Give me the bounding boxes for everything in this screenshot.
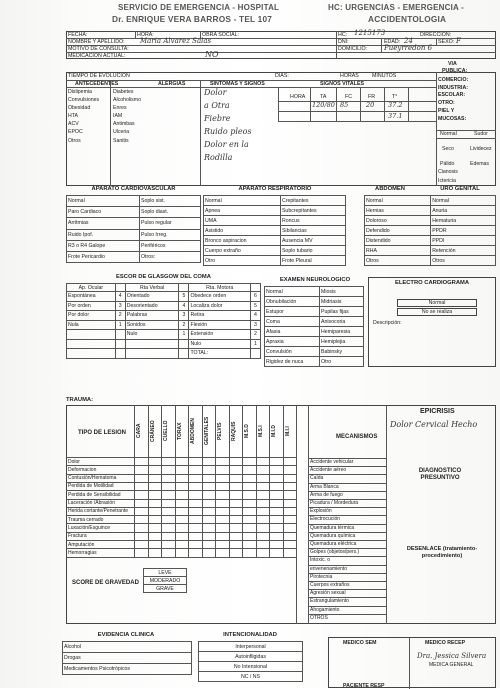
- ant-item[interactable]: Convulsiones: [68, 97, 100, 104]
- int-autoinfligidas[interactable]: Autoinfligidas: [199, 652, 303, 662]
- vital-ta: TA: [320, 94, 327, 100]
- glasgow-table: [66, 283, 261, 359]
- ant-item[interactable]: Dislipemia: [68, 89, 92, 95]
- trauma-row-label[interactable]: Fractura: [68, 533, 87, 540]
- glasgow-cell[interactable]: Espontánea: [67, 292, 116, 302]
- mecanismo-item[interactable]: Golpes (objetos/pers.): [310, 549, 360, 556]
- glasgow-header: [115, 284, 125, 292]
- trauma-row-label[interactable]: Herida cortante/Penetrante: [68, 508, 129, 515]
- neuro-left-item[interactable]: Estupor: [265, 307, 320, 317]
- ecg-box: [368, 277, 496, 367]
- glasgow-cell[interactable]: Orientado: [125, 292, 179, 302]
- glasgow-cell[interactable]: Nulo: [189, 339, 251, 349]
- abdomen-left-item[interactable]: Otros: [365, 256, 431, 266]
- ev-alcohol[interactable]: Alcohol: [63, 642, 192, 653]
- mecanismo-item[interactable]: Ahogamiento: [310, 606, 340, 613]
- neuro-left-item[interactable]: Obnubilación: [265, 297, 320, 307]
- mecanismo-item[interactable]: Arma Blanca: [310, 483, 339, 490]
- ev-drogas[interactable]: Drogas: [63, 653, 192, 664]
- hc-label: HC:: [338, 32, 348, 38]
- firma-medico[interactable]: Dra. Jessica Silvera: [417, 652, 487, 660]
- neuro-left-item[interactable]: Normal: [265, 287, 320, 297]
- ant-item[interactable]: ACV: [68, 121, 79, 128]
- glasgow-cell[interactable]: 2: [251, 330, 261, 340]
- abdomen-table: [364, 195, 496, 266]
- mecanismo-item[interactable]: Quemadura térmica: [310, 524, 355, 531]
- cardio-right-item[interactable]: Otros:: [140, 251, 201, 262]
- medico-recep-label: MEDICO RECEP: [425, 640, 466, 646]
- sintoma-line: Dolor en la: [204, 140, 249, 149]
- ecg-normal[interactable]: Normal: [397, 299, 477, 307]
- piel-edemas[interactable]: Edemas: [470, 161, 490, 167]
- minutos-label: MINUTOS: [372, 73, 397, 79]
- medico-sem-label: MEDICO SEM: [343, 640, 377, 646]
- vital-fc-1[interactable]: 85: [340, 101, 349, 109]
- neuro-right-item[interactable]: Pupilas fijas: [320, 307, 364, 317]
- trauma-col-header: CRÁNEO: [149, 420, 156, 442]
- glasgow-cell[interactable]: 4: [251, 311, 261, 321]
- alergia-item[interactable]: Antimbas: [113, 121, 135, 128]
- abdomen-right-item[interactable]: Normal: [431, 196, 496, 206]
- desenlace-title: DESENLACE (tratamiento-procedimiento): [406, 546, 478, 559]
- resp-table: [203, 195, 346, 266]
- glasgow-header: [251, 284, 261, 292]
- cardio-left-item[interactable]: R3 o R4 Galope: [67, 240, 140, 251]
- paciente-label: PACIENTE RESP: [343, 683, 385, 689]
- trauma-title: TRAUMA:: [66, 397, 94, 403]
- trauma-row-label[interactable]: Dolor: [68, 458, 80, 465]
- firmas-box: [328, 637, 496, 688]
- trauma-row-label[interactable]: Hemorragias: [68, 549, 97, 556]
- resp-left-item[interactable]: Apnea: [204, 206, 281, 216]
- abdomen-left-item[interactable]: RHA: [365, 246, 431, 256]
- abdomen-left-item[interactable]: Defendido: [365, 226, 431, 236]
- vital-t: T°: [392, 94, 398, 100]
- glasgow-cell[interactable]: [179, 339, 189, 349]
- horas-label: HORAS: [340, 73, 359, 79]
- abdomen-right-item[interactable]: PPDI: [431, 236, 496, 246]
- trauma-col-header: PELVIS: [217, 422, 223, 440]
- hc-subtitle: ACCIDENTOLOGIA: [368, 14, 447, 24]
- piel-seco[interactable]: Seco: [442, 146, 454, 152]
- trauma-col-header: M.S.D: [244, 424, 250, 438]
- mecanismo-item[interactable]: Quemadura eléctrica: [310, 541, 357, 547]
- cardio-right-item[interactable]: Pulso Irreg.: [140, 229, 201, 240]
- resp-right-item[interactable]: Roncus: [280, 216, 345, 226]
- glasgow-cell[interactable]: Por dolor: [67, 311, 116, 321]
- mecanismo-item[interactable]: envenenamiento: [310, 565, 347, 572]
- piel-ictericia[interactable]: Ictericia: [438, 178, 456, 184]
- mecanismo-item[interactable]: Agresión sexual: [310, 590, 346, 597]
- sintoma-line: Dolor: [204, 88, 227, 97]
- resp-left-item[interactable]: Asistido: [204, 226, 281, 236]
- mecanismos-title: MECANISMOS: [336, 434, 378, 440]
- mecanismo-item[interactable]: Intoxic. o: [310, 557, 331, 564]
- glasgow-cell[interactable]: 1: [115, 320, 125, 330]
- mecanismo-item[interactable]: Accidente vehicular: [310, 459, 354, 465]
- glasgow-cell[interactable]: Nulo: [125, 330, 179, 340]
- vital-ta-1[interactable]: 120/80: [312, 101, 335, 109]
- vital-fc: FC: [345, 94, 353, 100]
- trauma-row-label[interactable]: Laceración /Abrasión: [68, 500, 115, 506]
- piel-cianosis[interactable]: Cianosis: [438, 169, 458, 175]
- alergia-item[interactable]: IAM: [113, 113, 123, 120]
- resp-left-item[interactable]: Bronco aspiracion: [204, 236, 281, 246]
- epicrisis-value[interactable]: Dolor Cervical Hecho: [390, 420, 478, 429]
- neuro-left-item[interactable]: Rigidez de nuca: [265, 357, 320, 367]
- evidencia-table: [62, 641, 192, 675]
- via-escolar[interactable]: ESCOLAR:: [438, 92, 466, 99]
- abdomen-right-item[interactable]: Otros: [431, 256, 496, 266]
- medicacion-value[interactable]: NO: [205, 50, 219, 59]
- cardio-left-item[interactable]: Paro Cardiaco: [67, 207, 140, 218]
- antecedentes-title: ANTECEDENTES: [75, 81, 119, 87]
- fecha-label: FECHA:: [68, 32, 88, 38]
- ant-item[interactable]: EPOC: [68, 129, 83, 136]
- doctor-title: Dr. ENRIQUE VERA BARROS - TEL 107: [112, 14, 273, 24]
- via-comercio[interactable]: COMERCIO:: [438, 77, 469, 83]
- abdomen-left-item[interactable]: Hernias: [365, 206, 431, 216]
- cardio-right-item[interactable]: Soplo diast.: [140, 207, 201, 218]
- intencionalidad-title: INTENCIONALIDAD: [223, 632, 277, 638]
- glasgow-cell[interactable]: [67, 339, 116, 349]
- glasgow-cell[interactable]: Sonidos: [125, 320, 179, 330]
- int-nc-ns[interactable]: NC / NS: [199, 672, 303, 682]
- piel-palido[interactable]: Pálido: [440, 161, 455, 167]
- sintoma-line: Rodilla: [204, 153, 233, 162]
- abdomen-right-item[interactable]: Anuria: [431, 206, 496, 216]
- via-list: [438, 77, 468, 123]
- ant-item[interactable]: Otros: [68, 137, 81, 144]
- via-industria[interactable]: INDUSTRIA:: [438, 84, 468, 91]
- domicilio-label: DOMICILIO:: [338, 46, 368, 52]
- resp-right-item[interactable]: Crepitantes: [280, 196, 345, 206]
- trauma-row-label[interactable]: Perdida de Motilidad: [68, 483, 114, 490]
- alergia-item[interactable]: Ulceria: [113, 129, 130, 136]
- service-title: SERVICIO DE EMERGENCIA - HOSPITAL: [118, 3, 280, 12]
- cardio-right-item[interactable]: Pulso regular: [140, 218, 201, 229]
- tipo-lesion-title: TIPO DE LESION: [78, 430, 127, 436]
- trauma-col-header: ABDOMEN: [190, 418, 196, 444]
- trauma-row-label[interactable]: Trauma cerrado: [68, 516, 104, 523]
- dias-label: DIAS:: [275, 73, 289, 79]
- mecanismo-item[interactable]: Arma de fuego: [310, 491, 343, 498]
- sintoma-line: Fiebre: [204, 114, 231, 123]
- nombre-value[interactable]: Maria Alvarez Salas: [140, 37, 212, 45]
- abdomen-right-item[interactable]: Retención: [431, 246, 496, 256]
- piel-normal[interactable]: Normal: [440, 131, 457, 137]
- antecedentes-list: [68, 88, 99, 145]
- mecanismo-item[interactable]: Quemadura química: [310, 532, 356, 539]
- cardio-right-item[interactable]: Soplo sist.: [140, 196, 201, 207]
- ant-item[interactable]: Obesidad: [68, 105, 91, 112]
- glasgow-cell[interactable]: 2: [179, 320, 189, 330]
- cardio-right-item[interactable]: Periféricos: [140, 240, 201, 251]
- abdomen-left-item[interactable]: Distendido: [365, 236, 431, 246]
- domicilio-value[interactable]: Pueyrredon 6: [384, 44, 433, 52]
- piel-lividecez[interactable]: Lividecez: [470, 146, 492, 152]
- ant-item[interactable]: HTA: [68, 113, 78, 120]
- trauma-row-label[interactable]: Contusión/Hematoma: [68, 475, 117, 482]
- neuro-right-item[interactable]: Hemiparesia: [320, 327, 364, 337]
- neuro-right-item[interactable]: Anisocoria: [320, 317, 364, 327]
- glasgow-cell[interactable]: Palabras: [125, 311, 179, 321]
- uro-title: URO GENITAL: [440, 186, 480, 192]
- alergias-title: ALERGIAS: [158, 81, 186, 87]
- vital-fr-1[interactable]: 20: [366, 101, 375, 109]
- alergias-list: [113, 88, 141, 145]
- glasgow-cell[interactable]: 5: [251, 301, 261, 311]
- glasgow-cell[interactable]: Por orden: [67, 301, 116, 311]
- mecanismo-item[interactable]: Estrangulamiento: [310, 598, 349, 605]
- glasgow-cell[interactable]: 2: [115, 311, 125, 321]
- resp-right-item[interactable]: Subcrepitantes: [280, 206, 345, 216]
- mecanismo-item[interactable]: Explosión: [310, 508, 332, 515]
- resp-left-item[interactable]: Normal: [204, 196, 281, 206]
- glasgow-header: [179, 284, 189, 292]
- mecanismo-item[interactable]: Electrocución: [310, 516, 341, 523]
- glasgow-cell[interactable]: [115, 349, 125, 359]
- vital-fr: FR: [368, 94, 376, 100]
- mecanismo-item[interactable]: Accidente aéreo: [310, 467, 347, 474]
- medicacion-label: MEDICACION ACTUAL:: [68, 53, 126, 59]
- diagnostico-title: DIAGNOSTICO PRESUNTIVO: [418, 468, 462, 481]
- epicrisis-title: EPICRISIS: [420, 408, 455, 415]
- direccion-label: DIRECCION:: [420, 32, 452, 38]
- glasgow-cell[interactable]: Obedece orden: [189, 292, 251, 302]
- mecanismo-item[interactable]: Caída: [310, 475, 324, 482]
- neuro-right-item[interactable]: Otro: [320, 357, 364, 367]
- mecanismo-item[interactable]: Picadura / Mordedura: [310, 500, 359, 506]
- abdomen-right-item[interactable]: Hematuria: [431, 216, 496, 226]
- neuro-left-item[interactable]: Convulsión: [265, 347, 320, 357]
- resp-left-item[interactable]: UMA: [204, 216, 281, 226]
- trauma-row-label[interactable]: Luxación/Esguince: [68, 524, 110, 531]
- glasgow-cell[interactable]: 1: [179, 330, 189, 340]
- glasgow-cell[interactable]: Localiza dolor: [189, 301, 251, 311]
- trauma-col-header: RAQUIS: [230, 421, 237, 441]
- glasgow-cell[interactable]: 6: [251, 292, 261, 302]
- firma-sub: MEDICA GENERAL: [429, 662, 474, 668]
- publica-label: PUBLICA:: [442, 68, 468, 74]
- glasgow-cell[interactable]: [251, 349, 261, 359]
- glasgow-cell[interactable]: 1: [251, 339, 261, 349]
- piel-sudor[interactable]: Sudor: [474, 131, 488, 137]
- cardio-title: APARATO CARDIOVASCULAR: [91, 186, 176, 192]
- glasgow-cell[interactable]: [67, 330, 116, 340]
- trauma-col-header: M.I.I: [284, 426, 291, 436]
- glasgow-cell[interactable]: [125, 339, 179, 349]
- trauma-col-header: CUELLO: [163, 420, 169, 442]
- glasgow-cell[interactable]: Nula: [67, 320, 116, 330]
- via-label: VIA: [448, 61, 457, 67]
- tiempo-label: TIEMPO DE EVOLUCION: [68, 73, 130, 79]
- neuro-left-item[interactable]: Coma: [265, 317, 320, 327]
- trauma-col-header: TORAX: [176, 422, 183, 440]
- glasgow-cell[interactable]: [115, 339, 125, 349]
- glasgow-cell[interactable]: 3: [115, 301, 125, 311]
- glasgow-cell[interactable]: [115, 330, 125, 340]
- trauma-row-label[interactable]: Amputación: [68, 541, 95, 548]
- gravedad-grave[interactable]: GRAVE: [144, 585, 187, 593]
- gravedad-moderado[interactable]: MODERADO: [144, 577, 187, 585]
- edad-label: EDAD:: [384, 39, 401, 45]
- gravedad-leve[interactable]: LEVE: [144, 569, 187, 577]
- resp-left-item[interactable]: Cuerpo extraño: [204, 246, 281, 256]
- trauma-col-header: CARA: [136, 423, 142, 439]
- mecanismo-item[interactable]: Cuerpos extraños: [310, 582, 350, 588]
- edad-value[interactable]: 24: [404, 37, 413, 45]
- alergia-item[interactable]: Alcoholismo: [113, 97, 141, 104]
- int-no-intensional[interactable]: No Intensional: [199, 662, 303, 672]
- cardio-left-item[interactable]: Frote Pericardio: [67, 251, 140, 262]
- glasgow-cell[interactable]: TOTAL:: [189, 349, 251, 359]
- abdomen-title: ABDOMEN: [375, 186, 405, 192]
- neuro-table: [264, 286, 364, 367]
- glasgow-header: Rta Verbal: [125, 284, 179, 292]
- mecanismo-item[interactable]: OTROS: [310, 614, 328, 621]
- glasgow-cell[interactable]: Extensión: [189, 330, 251, 340]
- resp-title: APARATO RESPIRATORIO: [238, 186, 312, 192]
- cardio-left-item[interactable]: Normal: [67, 196, 140, 207]
- sintoma-line: Ruido pleos: [204, 127, 252, 136]
- vital-hora: HORA: [290, 94, 306, 100]
- abdomen-right-item[interactable]: PPDR: [431, 226, 496, 236]
- trauma-col-header: M.S.I: [257, 425, 264, 437]
- hc-title: HC: URGENCIAS - EMERGENCIA -: [328, 3, 464, 12]
- glasgow-cell[interactable]: 5: [179, 292, 189, 302]
- vitales-title: SIGNOS VITALES: [320, 81, 365, 87]
- glasgow-cell[interactable]: [67, 349, 116, 359]
- neuro-right-item[interactable]: Babinsky: [320, 347, 364, 357]
- cardio-table: [66, 195, 201, 263]
- dni-label: DNI:: [338, 39, 349, 45]
- sexo-label: SEXO:: [438, 39, 455, 45]
- vital-t-2[interactable]: 37.1: [388, 112, 403, 120]
- ev-psicotropicos[interactable]: Medicamentos Psicotrópicos: [63, 664, 192, 675]
- evidencia-title: EVIDENCIA CLINICA: [97, 632, 155, 638]
- resp-right-item[interactable]: Soplo tubario: [280, 246, 345, 256]
- glasgow-cell[interactable]: Desorientado: [125, 301, 179, 311]
- resp-right-item[interactable]: Sibilancias: [280, 226, 345, 236]
- glasgow-header: Ap. Ocular: [67, 284, 116, 292]
- alergia-item[interactable]: Sanitis: [113, 137, 129, 144]
- hc-value[interactable]: 1215173: [354, 29, 386, 37]
- intencionalidad-table: [198, 641, 303, 682]
- via-otro[interactable]: OTRO:: [438, 100, 455, 107]
- ecg-no-realiza[interactable]: No se realiza: [397, 308, 477, 316]
- resp-left-item[interactable]: Otro: [204, 256, 281, 266]
- sintomas-title: SINTOMAS Y SIGNOS: [210, 81, 265, 87]
- piel-box: [436, 125, 496, 186]
- resp-right-item[interactable]: Ausencia MV: [280, 236, 345, 246]
- cardio-left-item[interactable]: Ruido Ipof.: [67, 229, 140, 240]
- neuro-right-item[interactable]: Hemiplejia: [320, 337, 364, 347]
- glasgow-cell[interactable]: 3: [251, 320, 261, 330]
- int-interpersonal[interactable]: Interpersonal: [199, 642, 303, 652]
- neuro-right-item[interactable]: Midriasis: [320, 297, 364, 307]
- sintomas-handwriting[interactable]: [204, 86, 252, 164]
- neuro-left-item[interactable]: Afasia: [265, 327, 320, 337]
- sintoma-line: a Otra: [204, 101, 230, 110]
- mucosas-label: MUCOSAS:: [438, 115, 467, 122]
- trauma-row-label[interactable]: Perdida de Sensibilidad: [68, 491, 121, 498]
- trauma-row-label[interactable]: Deformacion: [68, 466, 97, 473]
- abdomen-left-item[interactable]: Doloroso: [365, 216, 431, 226]
- glasgow-cell[interactable]: [125, 349, 179, 359]
- gravedad-title: SCORE DE GRAVEDAD: [72, 580, 139, 586]
- mecanismo-item[interactable]: Pirotecnia: [310, 573, 333, 580]
- gravedad-table: [143, 568, 187, 593]
- motivo-label: MOTIVO DE CONSULTA:: [68, 46, 129, 52]
- glasgow-cell[interactable]: Flexión: [189, 320, 251, 330]
- trauma-col-header: GENITALES: [203, 416, 210, 446]
- cardio-left-item[interactable]: Arritmias: [67, 218, 140, 229]
- abdomen-left-item[interactable]: Normal: [365, 196, 431, 206]
- glasgow-cell[interactable]: 4: [115, 292, 125, 302]
- glasgow-header: Rta. Motora: [189, 284, 251, 292]
- trauma-col-header: M.I.D: [271, 425, 277, 437]
- glasgow-title: ESCOR DE GLASGOW DEL COMA: [116, 274, 211, 280]
- ecg-descripcion: Descripción:: [373, 320, 402, 326]
- alergia-item[interactable]: Enres: [113, 105, 127, 112]
- alergia-item[interactable]: Diabetes: [113, 89, 134, 95]
- glasgow-cell[interactable]: 4: [179, 301, 189, 311]
- glasgow-cell[interactable]: [179, 349, 189, 359]
- neuro-left-item[interactable]: Apraxia: [265, 337, 320, 347]
- ecg-title: ELECTRO CARDIOGRAMA: [394, 280, 470, 286]
- resp-right-item[interactable]: Frote Pleural: [280, 256, 345, 266]
- obra-social-label: OBRA SOCIAL:: [202, 32, 240, 38]
- glasgow-cell[interactable]: 3: [179, 311, 189, 321]
- hora-label: HORA:: [137, 32, 154, 38]
- neuro-right-item[interactable]: Miosis: [320, 287, 364, 297]
- piel-label: PIEL Y: [438, 107, 455, 114]
- vital-t-1[interactable]: 37.2: [388, 101, 403, 109]
- glasgow-cell[interactable]: Retira: [189, 311, 251, 321]
- nombre-label: NOMBRE Y APELLIDO:: [68, 39, 125, 45]
- sexo-value[interactable]: F: [456, 37, 461, 45]
- neuro-title: EXAMEN NEUROLOGICO: [279, 277, 351, 283]
